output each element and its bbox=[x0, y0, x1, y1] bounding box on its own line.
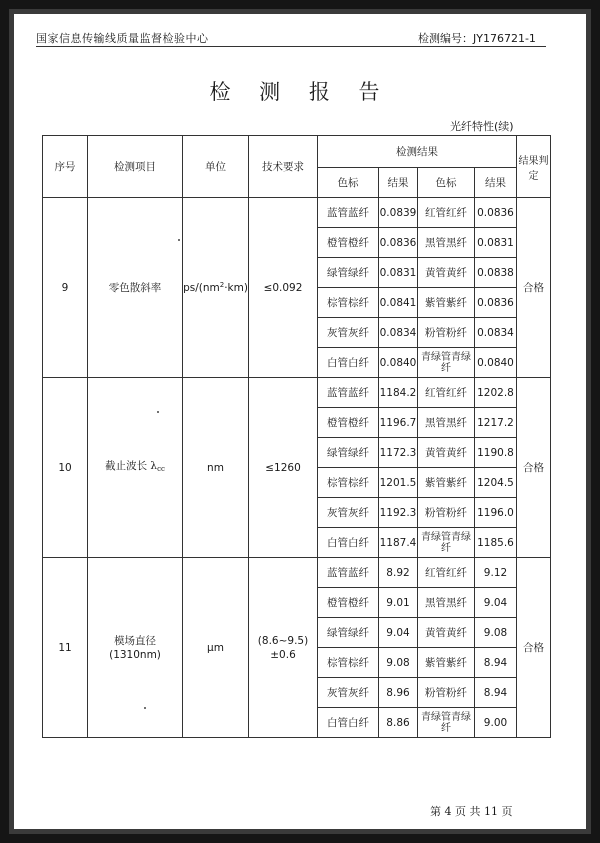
value-cell: 9.12 bbox=[475, 558, 517, 588]
item-cell bbox=[88, 378, 183, 558]
color-cell: 红管红纤 bbox=[418, 378, 475, 408]
seq-cell: 10 bbox=[43, 378, 88, 558]
value-cell: 0.0834 bbox=[379, 318, 418, 348]
col-header-verdict: 结果判定 bbox=[517, 136, 551, 198]
value-cell: 0.0831 bbox=[475, 228, 517, 258]
color-cell: 黄管黄纤 bbox=[418, 258, 475, 288]
unit-cell: μm bbox=[183, 558, 249, 738]
color-cell: 棕管棕纤 bbox=[318, 648, 379, 678]
seq-cell: 11 bbox=[43, 558, 88, 738]
value-cell: 1192.3 bbox=[379, 498, 418, 528]
item-cell bbox=[88, 558, 183, 738]
col-header-result-2: 结果 bbox=[475, 168, 517, 198]
scan-speck bbox=[178, 239, 180, 241]
value-cell: 1190.8 bbox=[475, 438, 517, 468]
value-cell: 0.0836 bbox=[475, 288, 517, 318]
color-cell: 灰管灰纤 bbox=[318, 318, 379, 348]
header-rule bbox=[36, 46, 546, 47]
item-subscript: cc bbox=[157, 465, 165, 473]
color-cell: 棕管棕纤 bbox=[318, 468, 379, 498]
color-cell: 粉管粉纤 bbox=[418, 498, 475, 528]
table-row bbox=[43, 558, 551, 588]
verdict-cell: 合格 bbox=[517, 378, 551, 558]
value-cell: 1204.5 bbox=[475, 468, 517, 498]
unit-superscript: 2 bbox=[219, 281, 225, 289]
color-cell: 橙管橙纤 bbox=[318, 588, 379, 618]
value-cell: 1196.0 bbox=[475, 498, 517, 528]
org-name: 国家信息传输线质量监督检验中心 bbox=[36, 32, 209, 45]
value-cell: 0.0836 bbox=[475, 198, 517, 228]
color-cell: 蓝管蓝纤 bbox=[318, 558, 379, 588]
color-cell: 棕管棕纤 bbox=[318, 288, 379, 318]
color-cell: 粉管粉纤 bbox=[418, 678, 475, 708]
value-cell: 1201.5 bbox=[379, 468, 418, 498]
unit-tail: ·km) bbox=[224, 282, 248, 294]
unit-cell: nm bbox=[183, 378, 249, 558]
value-cell: 0.0839 bbox=[379, 198, 418, 228]
value-cell: 0.0831 bbox=[379, 258, 418, 288]
item-line-2: (1310nm) bbox=[109, 648, 161, 661]
section-subtitle: 光纤特性(续) bbox=[450, 120, 514, 133]
value-cell: 8.92 bbox=[379, 558, 418, 588]
value-cell: 9.01 bbox=[379, 588, 418, 618]
value-cell: 1202.8 bbox=[475, 378, 517, 408]
results-table bbox=[42, 135, 551, 738]
requirement-cell bbox=[249, 558, 318, 738]
seq-cell: 9 bbox=[43, 198, 88, 378]
value-cell: 1184.2 bbox=[379, 378, 418, 408]
table-row bbox=[43, 198, 551, 228]
value-cell: 1172.3 bbox=[379, 438, 418, 468]
value-cell: 8.94 bbox=[475, 678, 517, 708]
unit-main: ps/(nm bbox=[183, 282, 220, 294]
color-cell: 红管红纤 bbox=[418, 558, 475, 588]
color-cell: 黑管黑纤 bbox=[418, 588, 475, 618]
color-cell: 黄管黄纤 bbox=[418, 438, 475, 468]
value-cell: 8.96 bbox=[379, 678, 418, 708]
requirement-cell: ≤0.092 bbox=[249, 198, 318, 378]
col-header-results: 检测结果 bbox=[318, 136, 517, 168]
scan-speck bbox=[144, 707, 146, 709]
color-cell: 青绿管青绿纤 bbox=[418, 528, 475, 558]
color-cell: 绿管绿纤 bbox=[318, 258, 379, 288]
col-header-unit: 单位 bbox=[183, 136, 249, 198]
value-cell: 0.0838 bbox=[475, 258, 517, 288]
color-cell: 紫管紫纤 bbox=[418, 468, 475, 498]
value-cell: 8.94 bbox=[475, 648, 517, 678]
table-row bbox=[43, 378, 551, 408]
value-cell: 0.0834 bbox=[475, 318, 517, 348]
requirement-cell: ≤1260 bbox=[249, 378, 318, 558]
value-cell: 0.0840 bbox=[475, 348, 517, 378]
col-header-seq: 序号 bbox=[43, 136, 88, 198]
color-cell: 黄管黄纤 bbox=[418, 618, 475, 648]
scan-speck bbox=[157, 411, 159, 413]
value-cell: 0.0841 bbox=[379, 288, 418, 318]
color-cell: 橙管橙纤 bbox=[318, 228, 379, 258]
color-cell: 黑管黑纤 bbox=[418, 228, 475, 258]
color-cell: 绿管绿纤 bbox=[318, 618, 379, 648]
color-cell: 红管红纤 bbox=[418, 198, 475, 228]
verdict-cell: 合格 bbox=[517, 198, 551, 378]
col-header-requirement: 技术要求 bbox=[249, 136, 318, 198]
item-line-1: 模场直径 bbox=[114, 634, 156, 647]
value-cell: 1196.7 bbox=[379, 408, 418, 438]
color-cell: 白管白纤 bbox=[318, 708, 379, 738]
color-cell: 紫管紫纤 bbox=[418, 288, 475, 318]
unit-cell bbox=[183, 198, 249, 378]
color-cell: 粉管粉纤 bbox=[418, 318, 475, 348]
value-cell: 9.08 bbox=[379, 648, 418, 678]
col-header-item: 检测项目 bbox=[88, 136, 183, 198]
color-cell: 青绿管青绿纤 bbox=[418, 708, 475, 738]
value-cell: 1187.4 bbox=[379, 528, 418, 558]
verdict-cell: 合格 bbox=[517, 558, 551, 738]
value-cell: 0.0840 bbox=[379, 348, 418, 378]
item-cell: 零色散斜率 bbox=[88, 198, 183, 378]
value-cell: 0.0836 bbox=[379, 228, 418, 258]
color-cell: 白管白纤 bbox=[318, 528, 379, 558]
color-cell: 青绿管青绿纤 bbox=[418, 348, 475, 378]
color-cell: 黑管黑纤 bbox=[418, 408, 475, 438]
color-cell: 橙管橙纤 bbox=[318, 408, 379, 438]
value-cell: 9.04 bbox=[475, 588, 517, 618]
color-cell: 灰管灰纤 bbox=[318, 678, 379, 708]
color-cell: 紫管紫纤 bbox=[418, 648, 475, 678]
value-cell: 8.86 bbox=[379, 708, 418, 738]
color-cell: 蓝管蓝纤 bbox=[318, 378, 379, 408]
value-cell: 1185.6 bbox=[475, 528, 517, 558]
color-cell: 白管白纤 bbox=[318, 348, 379, 378]
report-number: 检测编号：JY176721-1 bbox=[418, 32, 536, 45]
col-header-color-2: 色标 bbox=[418, 168, 475, 198]
value-cell: 9.00 bbox=[475, 708, 517, 738]
requirement-line-1: (8.6~9.5) bbox=[257, 634, 309, 647]
page-footer: 第 4 页 共 11 页 bbox=[430, 805, 513, 818]
requirement-line-2: ±0.6 bbox=[270, 648, 296, 661]
col-header-result-1: 结果 bbox=[379, 168, 418, 198]
value-cell: 9.08 bbox=[475, 618, 517, 648]
col-header-color-1: 色标 bbox=[318, 168, 379, 198]
page-title: 检 测 报 告 bbox=[209, 80, 391, 104]
item-main: 截止波长 λ bbox=[105, 460, 158, 472]
color-cell: 绿管绿纤 bbox=[318, 438, 379, 468]
value-cell: 9.04 bbox=[379, 618, 418, 648]
color-cell: 蓝管蓝纤 bbox=[318, 198, 379, 228]
color-cell: 灰管灰纤 bbox=[318, 498, 379, 528]
value-cell: 1217.2 bbox=[475, 408, 517, 438]
